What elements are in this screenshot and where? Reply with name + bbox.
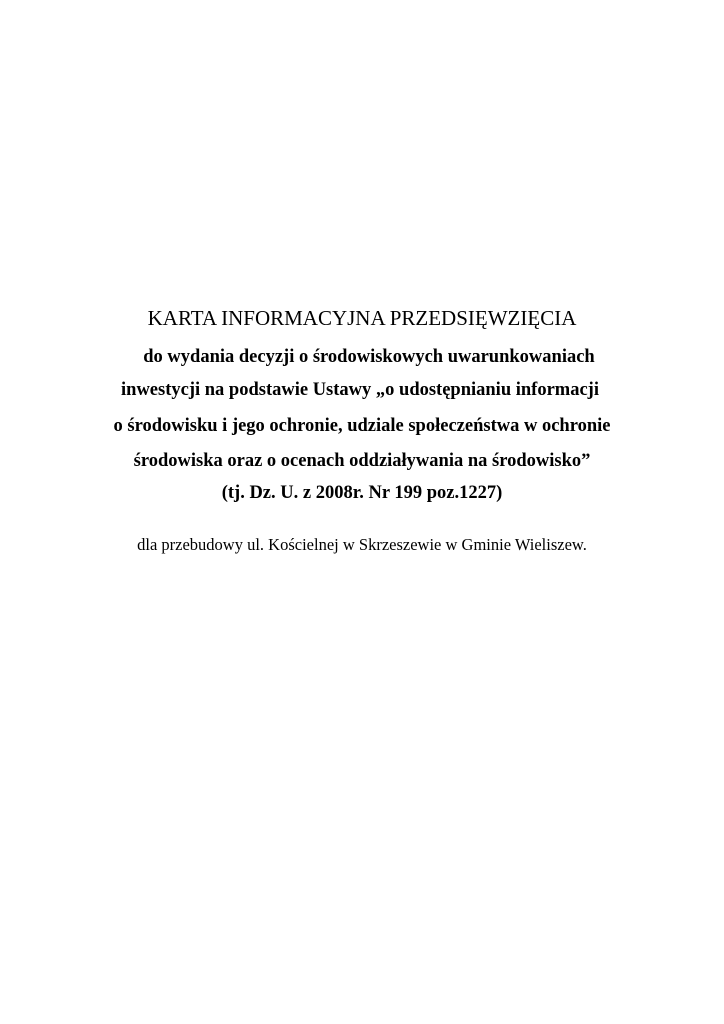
document-subtitle-line-2: inwestycji na podstawie Ustawy „o udostępnianiu informacji xyxy=(121,380,599,400)
document-subtitle-line-3: o środowisku i jego ochronie, udziale społeczeństwa w ochronie xyxy=(113,416,611,436)
document-subtitle-line-4: środowiska oraz o ocenach oddziaływania na środowisko” xyxy=(133,451,591,471)
document-legal-reference: (tj. Dz. U. z 2008r. Nr 199 poz.1227) xyxy=(221,483,503,503)
document-subtitle-line-1: do wydania decyzji o środowiskowych uwarunkowaniach xyxy=(143,347,595,367)
document-subject: dla przebudowy ul. Kościelnej w Skrzeszewie w Gminie Wieliszew. xyxy=(137,535,587,554)
document-title: KARTA INFORMACYJNA PRZEDSIĘWZIĘCIA xyxy=(147,306,577,330)
